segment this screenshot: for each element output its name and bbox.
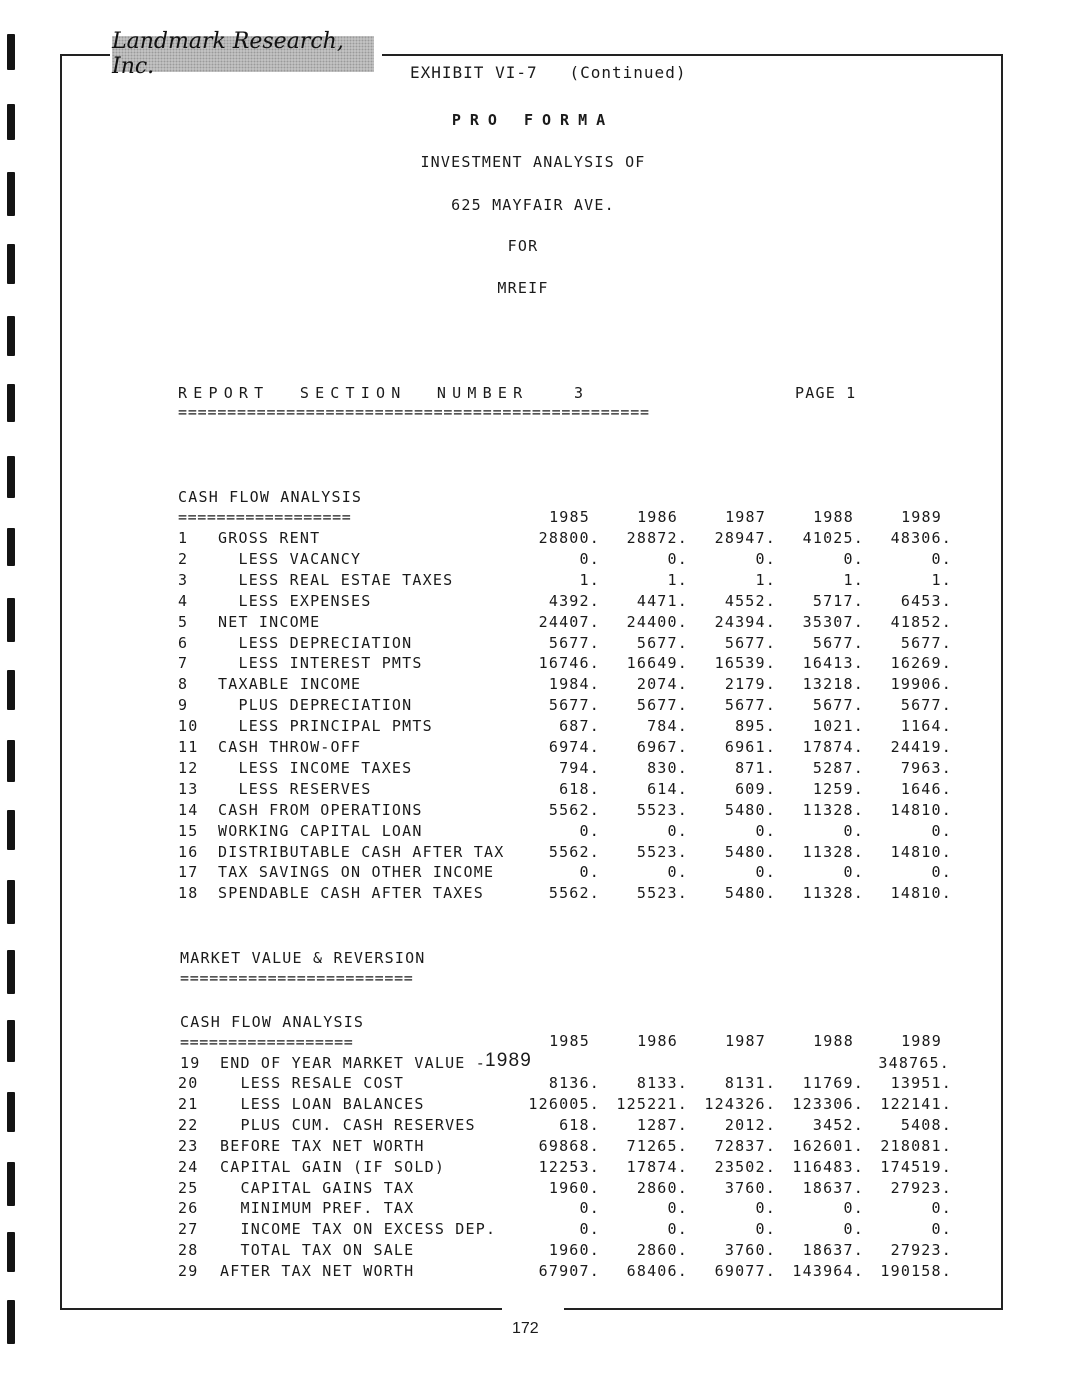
row-label: NET INCOME [218,612,321,631]
row-value: 830. [647,758,688,777]
row-number: 23 [178,1136,199,1155]
cash-flow-heading: CASH FLOW ANALYSIS [178,488,363,506]
row-value: 123306. [792,1094,864,1113]
row-value: 218081. [880,1136,952,1155]
row-value: 794. [559,758,600,777]
row-value: 0. [667,863,688,882]
row-value: 18637. [802,1178,864,1197]
row-value: 18637. [802,1241,864,1260]
row-value: 124326. [704,1094,776,1113]
row-value: 0. [667,821,688,840]
row-value: 0. [843,863,864,882]
row-value: 0. [755,1220,776,1239]
row-label: CASH FROM OPERATIONS [218,800,423,819]
row-value: 618. [559,1115,600,1134]
row-value: 190158. [880,1262,952,1281]
row-value: 5480. [724,800,776,819]
row-number: 24 [178,1157,199,1176]
row-value: 5677. [812,633,864,652]
row-number: 5 [178,612,189,631]
handwritten-year: 1989 [485,1050,533,1071]
row-value: 5562. [548,884,600,903]
row-value: 8131. [724,1074,776,1092]
row-value: 3760. [724,1178,776,1197]
row-value: 0. [579,863,600,882]
row-value: 0. [755,863,776,882]
row-value: 122141. [880,1094,952,1113]
table-row [0,634,1066,655]
row-value: 5677. [724,633,776,652]
year-header: 1989 [901,1032,942,1050]
year-header: 1986 [637,1032,678,1050]
year-header: 1985 [549,1032,590,1050]
row-value: 162601. [792,1136,864,1155]
row-label: AFTER TAX NET WORTH [220,1262,415,1281]
market-value-underline: ======================== [180,969,414,987]
row-value: 5717. [812,591,864,610]
row-value: 6974. [548,738,600,756]
row-value: 16649. [626,654,688,673]
row-number: 11 [178,738,199,756]
row-value: 5677. [636,696,688,715]
row-number: 25 [178,1178,199,1197]
row-value: 72837. [714,1136,776,1155]
row-number: 22 [178,1115,199,1134]
row-number: 18 [178,884,199,903]
row-value: 23502. [714,1157,776,1176]
row-value: 0. [931,863,952,882]
row-value: 5677. [724,696,776,715]
row-label: END OF YEAR MARKET VALUE - [220,1054,486,1072]
row-label: LESS RESERVES [218,779,372,798]
table-row [0,654,1066,675]
market-value-heading: MARKET VALUE & REVERSION [180,949,426,967]
row-value: 143964. [792,1262,864,1281]
row-value: 1. [667,570,688,589]
row-number: 28 [178,1241,199,1260]
row-number: 21 [178,1094,199,1113]
row-value: 5523. [636,800,688,819]
row-value: 0. [579,1220,600,1239]
row-value: 24419. [890,738,952,756]
row-number: 6 [178,633,189,652]
row-value: 16746. [538,654,600,673]
row-label: LESS VACANCY [218,549,362,568]
row-value: 28947. [714,529,776,547]
row-value: 16269. [890,654,952,673]
table-row [0,1199,1066,1220]
row-value: 0. [667,1220,688,1239]
table-row [0,863,1066,884]
row-value: 0. [755,549,776,568]
row-label: PLUS DEPRECIATION [218,696,413,715]
row-label: TAX SAVINGS ON OTHER INCOME [218,863,495,882]
row-value: 5480. [724,842,776,861]
row-number: 2 [178,549,189,568]
row-value: 895. [735,717,776,736]
row-label: LESS EXPENSES [218,591,372,610]
row-label: INCOME TAX ON EXCESS DEP. [220,1220,497,1239]
row-value: 116483. [792,1157,864,1176]
table-row [0,738,1066,759]
row-value: 71265. [626,1136,688,1155]
row-value: 17874. [802,738,864,756]
company-logo [112,29,374,79]
year-header-row [0,508,1066,529]
row-label: TAXABLE INCOME [218,675,362,694]
row-value: 174519. [880,1157,952,1176]
row-value: 13218. [802,675,864,694]
page-label: PAGE 1 [795,384,857,402]
row-number: 3 [178,570,189,589]
row-number: 12 [178,758,199,777]
row-value: 69077. [714,1262,776,1281]
row-value: 0. [667,1199,688,1218]
row-value: 0. [843,821,864,840]
row-value: 609. [735,779,776,798]
row-value: 69868. [538,1136,600,1155]
row-value: 1646. [900,779,952,798]
row-value: 11328. [802,800,864,819]
row-value: 0. [931,1199,952,1218]
row-label: CAPITAL GAINS TAX [220,1178,415,1197]
row-number: 14 [178,800,199,819]
logo-text: Landmark Research, Inc. [112,29,344,79]
row-value: 0. [843,549,864,568]
table-row [0,1074,1066,1095]
row-value: 1164. [900,717,952,736]
row-number: 20 [178,1074,199,1092]
row-label: DISTRIBUTABLE CASH AFTER TAX [218,842,505,861]
row-value: 0. [843,1220,864,1239]
cash-flow-underline: ================== [178,508,352,526]
row-label: LESS RESALE COST [220,1074,405,1092]
row-value: 125221. [616,1094,688,1113]
row-value: 5523. [636,884,688,903]
row-label: LESS DEPRECIATION [218,633,413,652]
row-number: 19 [180,1054,201,1072]
row-value: 5480. [724,884,776,903]
table-row [0,801,1066,822]
row-number: 17 [178,863,199,882]
row-number: 1 [178,529,189,547]
table-row [0,884,1066,905]
row-value: 348765. [878,1054,950,1072]
reversion-heading: CASH FLOW ANALYSIS [180,1013,365,1031]
table-row [0,1220,1066,1241]
row-value: 12253. [538,1157,600,1176]
table-row [0,529,1066,550]
row-number: 7 [178,654,189,673]
row-label: BEFORE TAX NET WORTH [220,1136,425,1155]
row-number: 4 [178,591,189,610]
exhibit-label: EXHIBIT VI-7 (Continued) [410,63,687,82]
row-label: SPENDABLE CASH AFTER TAXES [218,884,484,903]
row-value: 7963. [900,758,952,777]
row-value: 41852. [890,612,952,631]
row-value: 48306. [890,529,952,547]
row-value: 4392. [548,591,600,610]
row-label: LESS LOAN BALANCES [220,1094,425,1113]
table-row [0,1050,1066,1075]
row-value: 0. [667,549,688,568]
row-value: 14810. [890,884,952,903]
row-value: 618. [559,779,600,798]
row-value: 0. [579,549,600,568]
row-value: 8136. [548,1074,600,1092]
row-value: 0. [931,549,952,568]
row-value: 4471. [636,591,688,610]
row-value: 1960. [548,1241,600,1260]
table-row [0,1158,1066,1179]
row-value: 68406. [626,1262,688,1281]
table-row [0,1241,1066,1262]
row-value: 8133. [636,1074,688,1092]
row-value: 1960. [548,1178,600,1197]
row-value: 6967. [636,738,688,756]
year-header: 1987 [725,508,766,526]
row-value: 4552. [724,591,776,610]
table-row [0,822,1066,843]
row-value: 6453. [900,591,952,610]
row-number: 26 [178,1199,199,1218]
table-row [0,696,1066,717]
row-value: 3760. [724,1241,776,1260]
for-label: FOR [507,237,539,255]
year-header: 1985 [549,508,590,526]
row-value: 2179. [724,675,776,694]
row-value: 17874. [626,1157,688,1176]
row-value: 19906. [890,675,952,694]
row-value: 28800. [538,529,600,547]
row-value: 1. [843,570,864,589]
table-row [0,571,1066,592]
report-title: PRO FORMA [451,111,615,129]
table-row [0,759,1066,780]
row-value: 126005. [528,1094,600,1113]
row-value: 24400. [626,612,688,631]
row-number: 27 [178,1220,199,1239]
row-value: 5677. [900,633,952,652]
row-label: WORKING CAPITAL LOAN [218,821,423,840]
row-label: LESS INTEREST PMTS [218,654,423,673]
property-address: 625 MAYFAIR AVE. [451,196,615,214]
row-value: 16413. [802,654,864,673]
row-value: 67907. [538,1262,600,1281]
row-value: 0. [931,1220,952,1239]
row-value: 5562. [548,842,600,861]
year-header: 1988 [813,508,854,526]
row-value: 5677. [548,633,600,652]
reversion-year-row [0,1032,1066,1053]
row-value: 14810. [890,800,952,819]
table-row [0,1095,1066,1116]
table-row [0,675,1066,696]
row-value: 2074. [636,675,688,694]
row-value: 41025. [802,529,864,547]
client-name: MREIF [497,279,549,297]
row-value: 24394. [714,612,776,631]
row-value: 0. [755,821,776,840]
table-row [0,592,1066,613]
row-value: 27923. [890,1241,952,1260]
report-subtitle: INVESTMENT ANALYSIS OF [420,153,646,171]
table-row [0,780,1066,801]
table-row [0,717,1066,738]
row-value: 14810. [890,842,952,861]
row-value: 5677. [548,696,600,715]
row-value: 614. [647,779,688,798]
frame-border-top [382,54,1002,56]
table-row [0,613,1066,634]
row-label: PLUS CUM. CASH RESERVES [220,1115,476,1134]
row-value: 1984. [548,675,600,694]
row-value: 11328. [802,884,864,903]
frame-border-bottom [564,1308,1003,1310]
row-value: 0. [579,821,600,840]
year-header: 1986 [637,508,678,526]
table-row [0,1262,1066,1283]
page-number: 172 [512,1320,539,1337]
row-value: 5677. [900,696,952,715]
row-number: 9 [178,696,189,715]
year-header: 1987 [725,1032,766,1050]
row-number: 29 [178,1262,199,1281]
row-value: 6961. [724,738,776,756]
table-row [0,1179,1066,1200]
row-value: 11769. [802,1074,864,1092]
reversion-underline: ================== [180,1033,354,1051]
row-label: CAPITAL GAIN (IF SOLD) [220,1157,446,1176]
row-label: CASH THROW-OFF [218,738,362,756]
row-value: 27923. [890,1178,952,1197]
table-row [0,1116,1066,1137]
row-label: GROSS RENT [218,529,321,547]
row-value: 13951. [890,1074,952,1092]
row-value: 5677. [636,633,688,652]
row-label: MINIMUM PREF. TAX [220,1199,415,1218]
section-rule: ================================================ [178,403,650,421]
row-number: 10 [178,717,199,736]
row-value: 687. [559,717,600,736]
row-number: 15 [178,821,199,840]
row-value: 0. [755,1199,776,1218]
row-value: 35307. [802,612,864,631]
row-value: 1. [755,570,776,589]
year-header: 1988 [813,1032,854,1050]
table-row [0,1137,1066,1158]
row-number: 13 [178,779,199,798]
row-value: 2860. [636,1241,688,1260]
row-value: 11328. [802,842,864,861]
row-value: 5677. [812,696,864,715]
row-value: 871. [735,758,776,777]
frame-border-bottom [60,1308,502,1310]
row-value: 1. [579,570,600,589]
row-value: 1021. [812,717,864,736]
row-label: LESS REAL ESTAE TAXES [218,570,454,589]
row-value: 3452. [812,1115,864,1134]
row-value: 1287. [636,1115,688,1134]
row-value: 5523. [636,842,688,861]
frame-border-top [60,54,110,56]
row-value: 0. [579,1199,600,1218]
table-row [0,550,1066,571]
row-label: LESS INCOME TAXES [218,758,413,777]
row-value: 2860. [636,1178,688,1197]
row-value: 0. [843,1199,864,1218]
row-value: 5562. [548,800,600,819]
row-value: 0. [931,821,952,840]
row-value: 784. [647,717,688,736]
row-number: 8 [178,675,189,694]
row-value: 28872. [626,529,688,547]
row-value: 5408. [900,1115,952,1134]
row-number: 16 [178,842,199,861]
row-value: 16539. [714,654,776,673]
row-label: TOTAL TAX ON SALE [220,1241,415,1260]
row-value: 1. [931,570,952,589]
row-value: 24407. [538,612,600,631]
row-value: 2012. [724,1115,776,1134]
section-title: REPORT SECTION NUMBER 3 [178,384,590,402]
row-value: 5287. [812,758,864,777]
row-label: LESS PRINCIPAL PMTS [218,717,433,736]
table-row [0,843,1066,864]
year-header: 1989 [901,508,942,526]
row-value: 1259. [812,779,864,798]
